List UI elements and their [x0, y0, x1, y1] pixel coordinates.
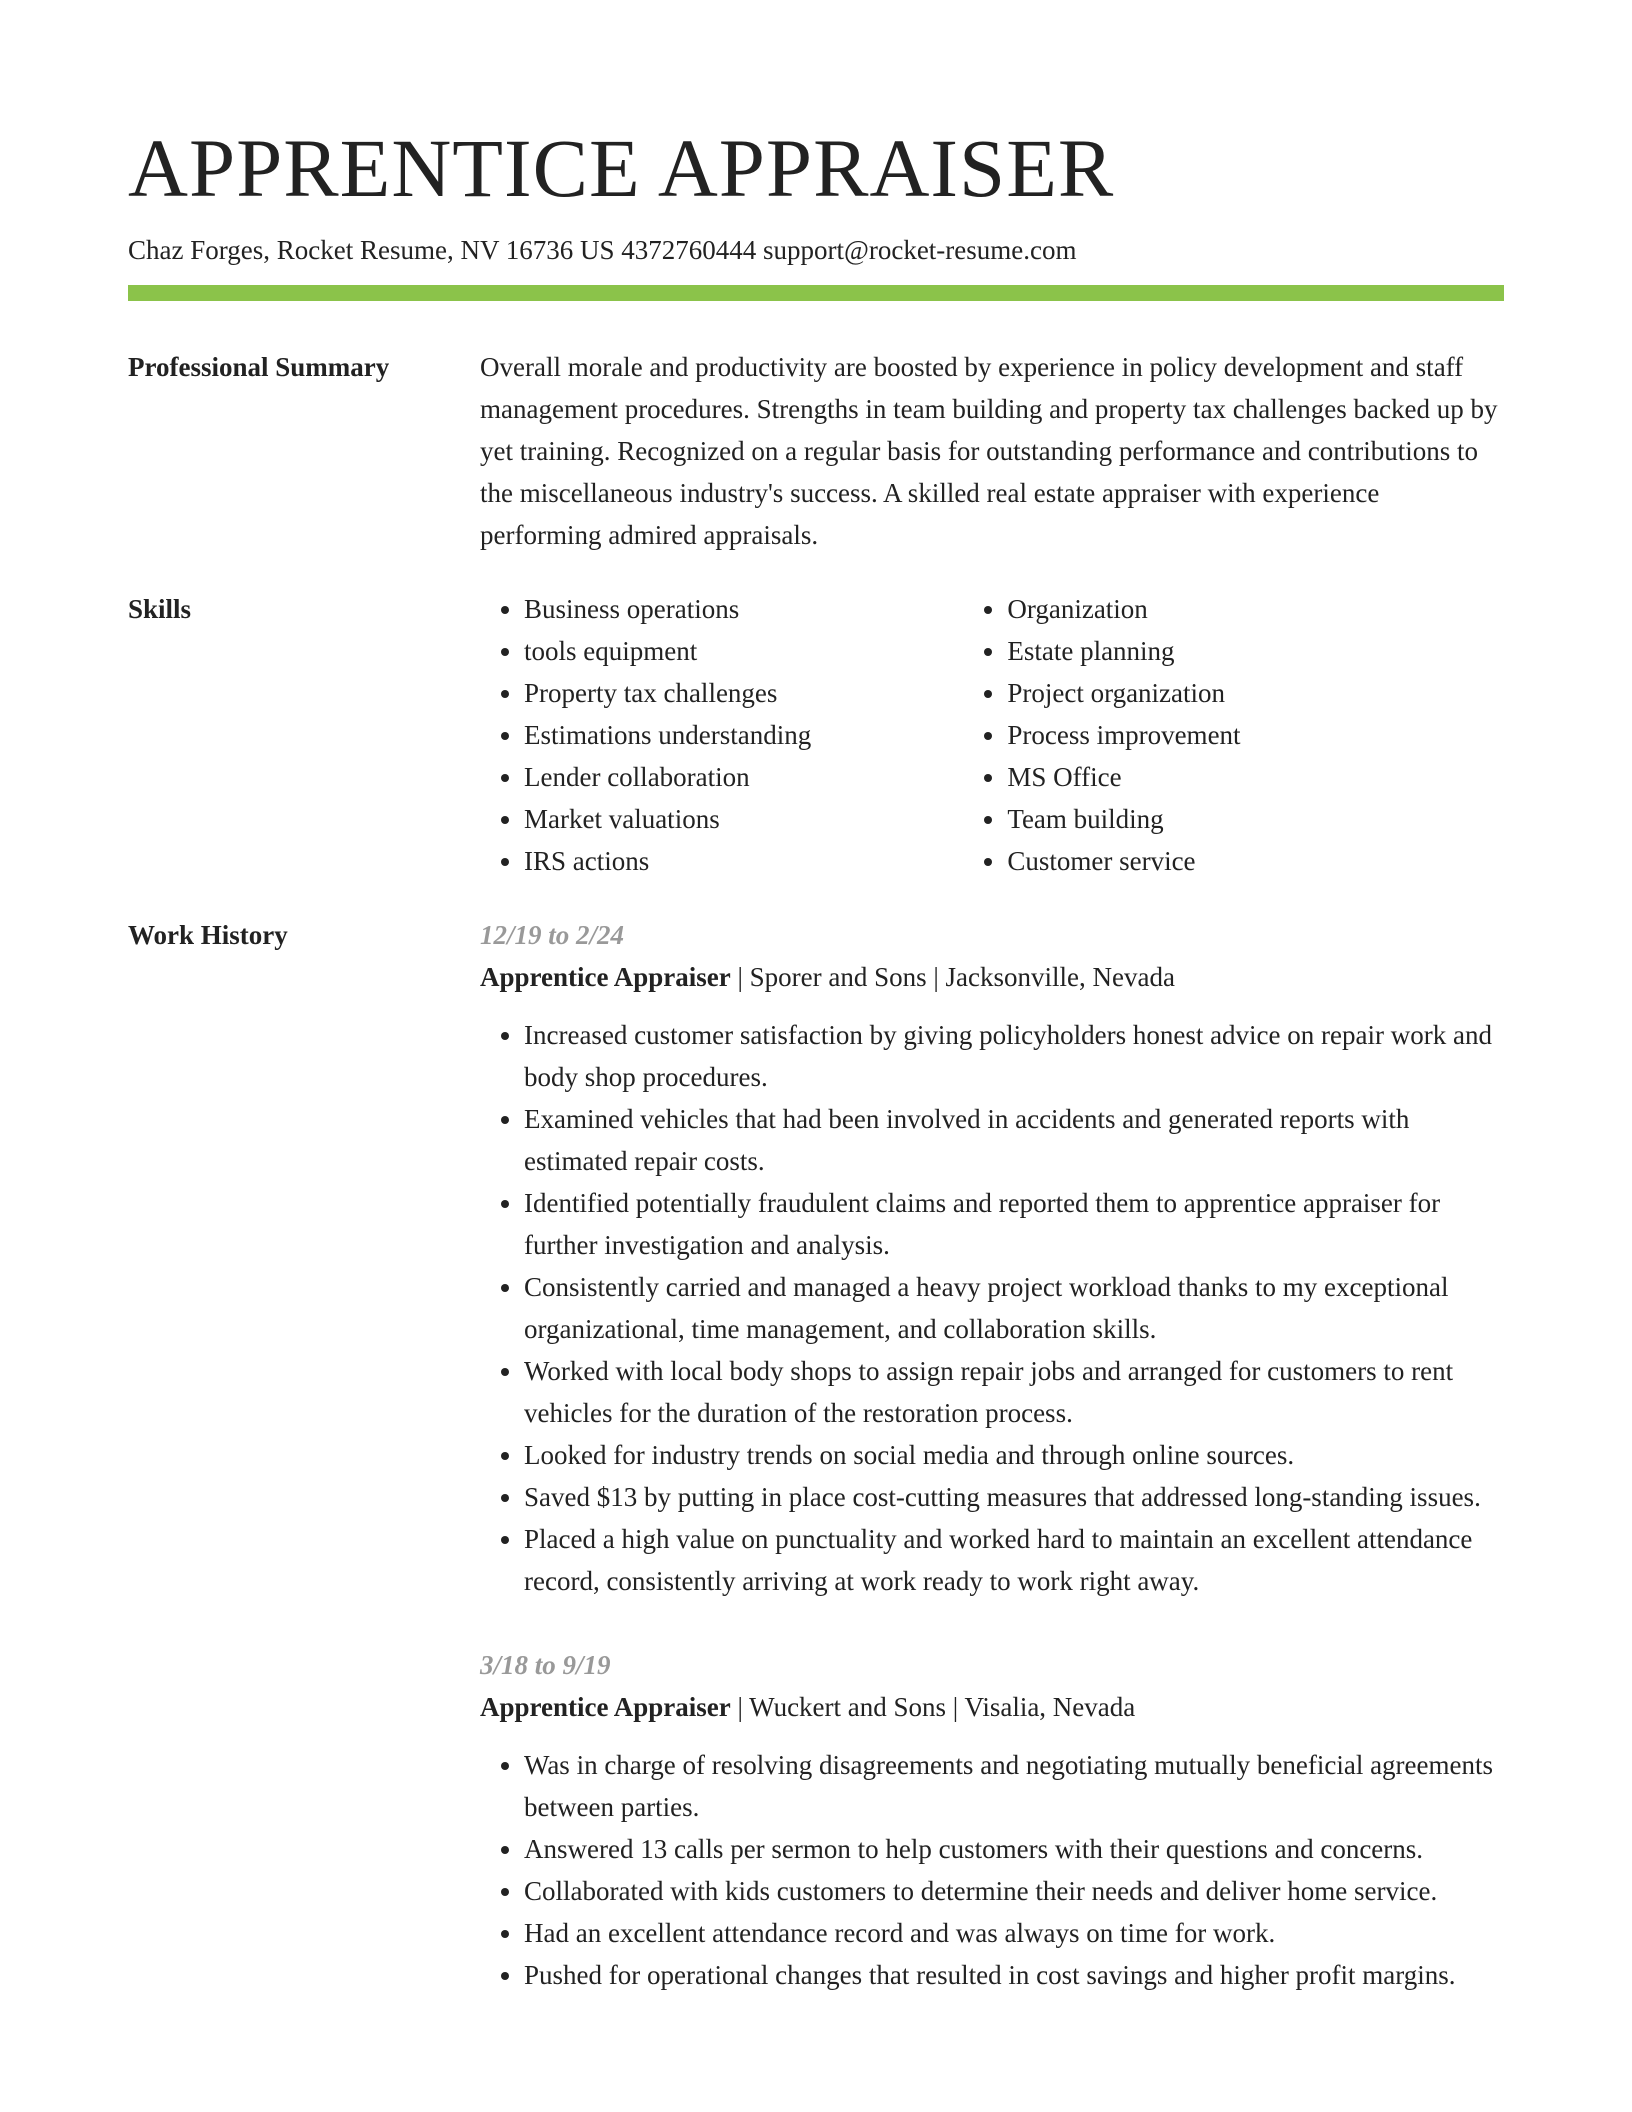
job-title: Apprentice Appraiser [480, 1692, 731, 1722]
job-bullet: • Consistently carried and managed a heavy project workload thanks to my exceptional organizational, time management, and collaboration skills. [524, 1266, 1504, 1350]
job-dates: 12/19 to 2/24 [480, 920, 625, 950]
skill-item: • Team building [1007, 798, 1504, 840]
contact-line: Chaz Forges, Rocket Resume, NV 16736 US 4372760444 support@rocket-resume.com [128, 235, 1077, 265]
job-bullet: • Answered 13 calls per sermon to help customers with their questions and concerns. [524, 1828, 1504, 1870]
job-title: Apprentice Appraiser [480, 962, 731, 992]
job-bullet: • Worked with local body shops to assign repair jobs and arranged for customers to rent vehicles for the duration of the restoration process. [524, 1350, 1504, 1434]
job-bullet: • Was in charge of resolving disagreements and negotiating mutually beneficial agreements between parties. [524, 1744, 1504, 1828]
job-bullet: • Had an excellent attendance record and was always on time for work. [524, 1912, 1504, 1954]
job-bullet: • Examined vehicles that had been involved in accidents and generated reports with estimated repair costs. [524, 1098, 1504, 1182]
job-bullet: • Identified potentially fraudulent claims and reported them to apprentice appraiser for further investigation and analysis. [524, 1182, 1504, 1266]
skill-item: • Lender collaboration [524, 756, 963, 798]
job-details: | Wuckert and Sons | Visalia, Nevada [730, 1692, 1136, 1722]
skill-item: • Estate planning [1007, 630, 1504, 672]
summary-label: Professional Summary [128, 352, 390, 382]
skills-body [480, 588, 1504, 882]
job-details: | Sporer and Sons | Jacksonville, Nevada [730, 962, 1175, 992]
skill-item: • Estimations understanding [524, 714, 963, 756]
job-entry [480, 1644, 1504, 1996]
summary-text: Overall morale and productivity are boosted by experience in policy development and staff management procedures. Strengths in team building and property tax challenges backed up by yet training. Recognized on a regular basis for outstanding performance and contributions to the miscellaneous industry's success. A skilled real estate appraiser with experience performing admired appraisals. [480, 352, 1498, 550]
job-bullet: • Looked for industry trends on social media and through online sources. [524, 1434, 1504, 1476]
skill-item: • Project organization [1007, 672, 1504, 714]
job-bullet: • Saved $13 by putting in place cost-cutting measures that addressed long-standing issues. [524, 1476, 1504, 1518]
skills-columns [480, 588, 1504, 882]
skill-item: • Business operations [524, 588, 963, 630]
skills-list-right [963, 588, 1504, 882]
job-dates: 3/18 to 9/19 [480, 1650, 611, 1680]
job-bullet: • Collaborated with kids customers to determine their needs and deliver home service. [524, 1870, 1504, 1912]
job-bullet: • Pushed for operational changes that resulted in cost savings and higher profit margins. [524, 1954, 1504, 1996]
skills-label: Skills [128, 594, 192, 624]
job-bullets [480, 1014, 1504, 1602]
skill-item: • MS Office [1007, 756, 1504, 798]
job-heading [480, 1686, 1504, 1728]
summary-body [480, 346, 1504, 556]
work-history-body [480, 914, 1504, 2038]
skill-item: • Market valuations [524, 798, 963, 840]
job-bullets [480, 1744, 1504, 1996]
work-history-label: Work History [128, 920, 288, 950]
job-bullet: • Placed a high value on punctuality and worked hard to maintain an excellent attendance record, consistently arriving at work ready to work right away. [524, 1518, 1504, 1602]
job-heading [480, 956, 1504, 998]
header-divider [128, 285, 1504, 301]
skill-item: • tools equipment [524, 630, 963, 672]
job-entry [480, 914, 1504, 1602]
skill-item: • Organization [1007, 588, 1504, 630]
job-bullet: • Increased customer satisfaction by giving policyholders honest advice on repair work and body shop procedures. [524, 1014, 1504, 1098]
skills-list-left [480, 588, 963, 882]
resume-title: APPRENTICE APPRAISER [128, 122, 1115, 214]
skill-item: • Process improvement [1007, 714, 1504, 756]
skill-item: • IRS actions [524, 840, 963, 882]
skill-item: • Customer service [1007, 840, 1504, 882]
skill-item: • Property tax challenges [524, 672, 963, 714]
